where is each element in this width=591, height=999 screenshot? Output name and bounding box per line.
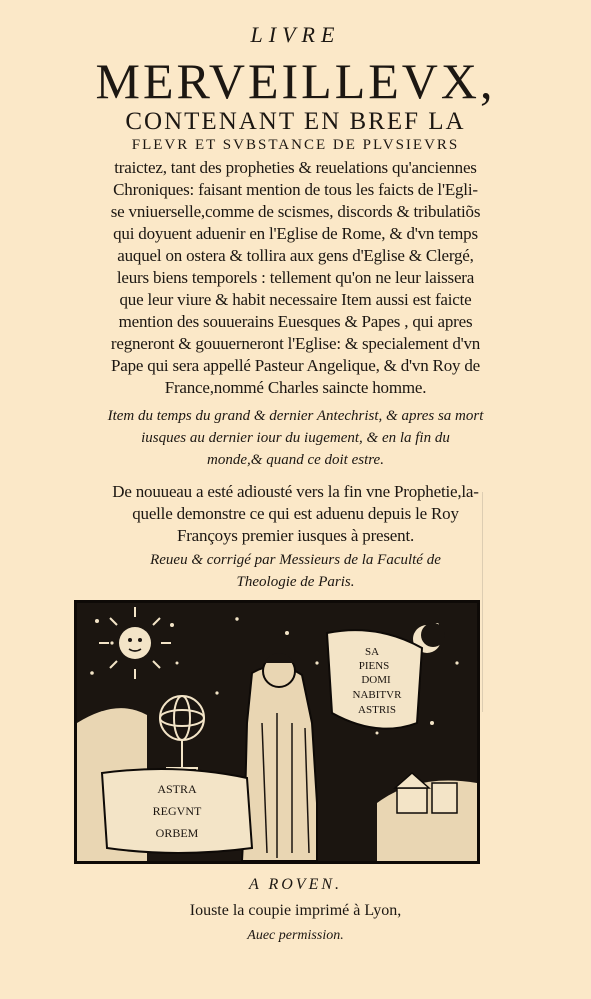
title-livre: LIVRE [250,22,341,47]
body-line: que leur viure & habit necessaire Item aussi est faicte [119,290,472,309]
addition-line: De nouueau a esté adiousté vers la fin vne Prophetie,la- [112,482,479,501]
body-line: Chroniques: faisant mention de tous les faicts de l'Egli- [113,180,478,199]
imprint-source: Iouste la coupie imprimé à Lyon, [189,902,402,919]
italic-line: monde,& quand ce doit estre. [207,452,384,468]
banner-word: PIENS [358,660,390,672]
body-line: traictez, tant des propheties & reuelations qu'anciennes [114,158,477,177]
body-line: se vniuerselle,comme de scismes, discords & tribulatiõs [110,202,481,221]
title-merveilleux: MERVEILLEVX, [95,53,496,109]
library-stamp [482,492,583,712]
woodcut-illustration [77,603,477,861]
banner-word: ORBEM [155,826,199,840]
banner-word: SA [364,646,380,658]
body-line: leurs biens temporels : tellement qu'on ne leur laissera [116,268,475,287]
banner-word: ASTRA [157,782,197,796]
banner-word: ASTRIS [358,704,396,716]
subtitle-contenant: CONTENANT EN BREF LA [125,108,466,135]
approval-line: Theologie de Paris. [236,574,355,590]
banner-word: REGVNT [152,804,202,818]
subtitle-fleur: FLEVR ET SVBSTANCE DE PLVSIEVRS [131,137,460,153]
body-line: qui doyuent aduenir en l'Eglise de Rome, & d'vn temps [113,224,478,243]
banner-word: NABITVR [352,689,402,701]
body-line: mention des souuerains Euesques & Papes , qui apres [118,312,473,331]
imprint-city: A ROVEN. [248,876,343,893]
body-line: Pape qui sera appellé Pasteur Angelique, & d'vn Roy de [110,356,480,375]
body-line: auquel on ostera & tollira aux gens d'Eglise & Clergé, [117,246,474,265]
imprint-permission: Auec permission. [247,928,344,943]
banner-word: DOMI [361,674,391,686]
woodcut-astrologer [74,600,480,864]
addition-line: Françoys premier iusques à present. [176,526,415,545]
italic-line: iusques au dernier iour du iugement, & en la fin du [141,430,450,446]
approval-line: Reueu & corrigé par Messieurs de la Faculté de [150,552,441,568]
italic-line: Item du temps du grand & dernier Antechrist, & apres sa mort [107,408,484,424]
addition-line: quelle demonstre ce qui est aduenu depuis le Roy [132,504,459,523]
body-line: France,nommé Charles saincte homme. [164,378,427,397]
body-line: regneront & gouuerneront l'Eglise: & specialement d'vn [110,334,481,353]
